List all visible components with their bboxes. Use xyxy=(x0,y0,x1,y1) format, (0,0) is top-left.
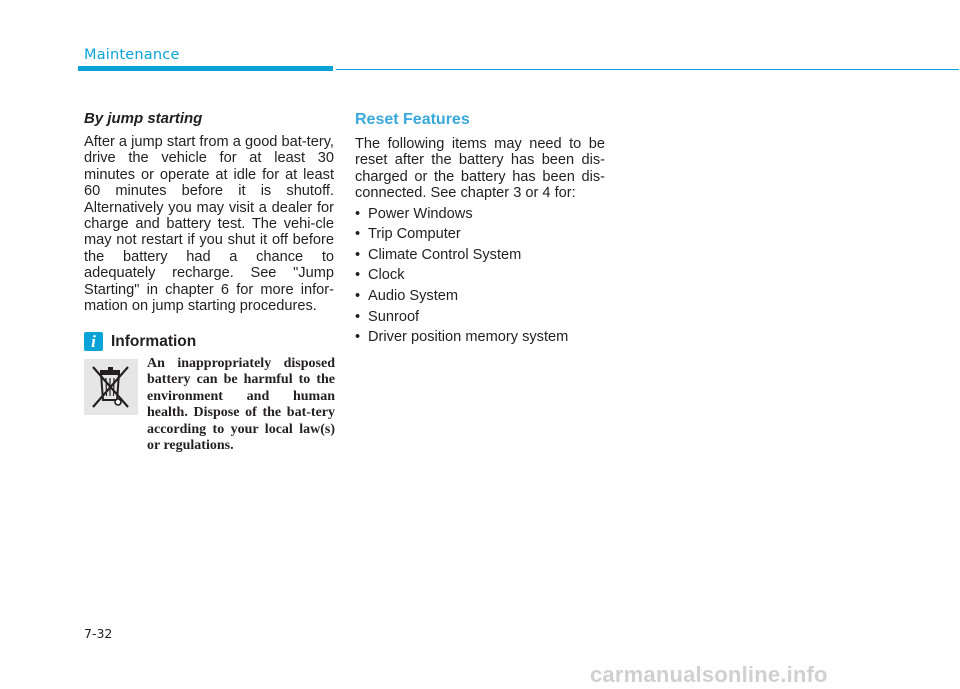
watermark: carmanualsonline.info xyxy=(590,662,828,687)
left-column xyxy=(84,110,334,314)
list-item xyxy=(355,288,605,304)
reset-features-intro: The following items may need to be reset after the battery has been dis-charged or the battery has been dis-connected. See chapter 3 or 4 for: xyxy=(355,136,605,202)
bullet-icon: • xyxy=(355,246,361,263)
section-header: Maintenance xyxy=(84,47,180,63)
header-rule-thick xyxy=(78,66,333,71)
information-title: Information xyxy=(111,333,197,350)
header-rule-thin xyxy=(336,69,959,71)
bullet-icon: • xyxy=(355,267,361,284)
crossed-out-wheelie-bin-graphic xyxy=(84,359,138,415)
information-icon: i xyxy=(84,332,103,351)
list-item xyxy=(355,226,605,242)
list-item-label: Trip Computer xyxy=(368,226,461,243)
list-item xyxy=(355,329,605,345)
reset-features-list xyxy=(355,206,605,346)
crossed-out-wheelie-bin-icon xyxy=(84,359,138,415)
list-item xyxy=(355,247,605,263)
jump-start-body: After a jump start from a good bat-tery, drive the vehicle for at least 30 minutes or operate at idle for at least 60 minutes before it is shutoff. Alternatively you may visit a dealer for charge and battery test. The vehi-cle may not restart if you shut it off before the battery had a chance to adequately recharge. See "Jump Starting" in chapter 6 for more infor-mation on jump starting procedures. xyxy=(84,134,334,315)
list-item-label: Audio System xyxy=(368,288,459,304)
list-item xyxy=(355,206,605,222)
right-column xyxy=(355,110,605,350)
list-item xyxy=(355,309,605,325)
bullet-icon: • xyxy=(355,308,361,325)
bullet-icon: • xyxy=(355,205,361,222)
reset-features-title: Reset Features xyxy=(355,111,470,128)
list-item-label: Clock xyxy=(368,267,405,284)
information-text: An inappropriately disposed battery can be harmful to the environment and human health. Dispose of the bat-tery according to your local law(s) or regulations. xyxy=(147,356,335,454)
bullet-icon: • xyxy=(355,329,361,346)
list-item-label: Climate Control System xyxy=(368,246,522,263)
bullet-icon: • xyxy=(355,288,361,304)
bullet-icon: • xyxy=(355,226,361,243)
jump-start-subtitle: By jump starting xyxy=(84,110,203,127)
list-item xyxy=(355,267,605,283)
page-number: 7-32 xyxy=(84,626,113,641)
list-item-label: Power Windows xyxy=(368,205,473,222)
list-item-label: Sunroof xyxy=(368,308,420,325)
list-item-label: Driver position memory system xyxy=(368,329,569,346)
